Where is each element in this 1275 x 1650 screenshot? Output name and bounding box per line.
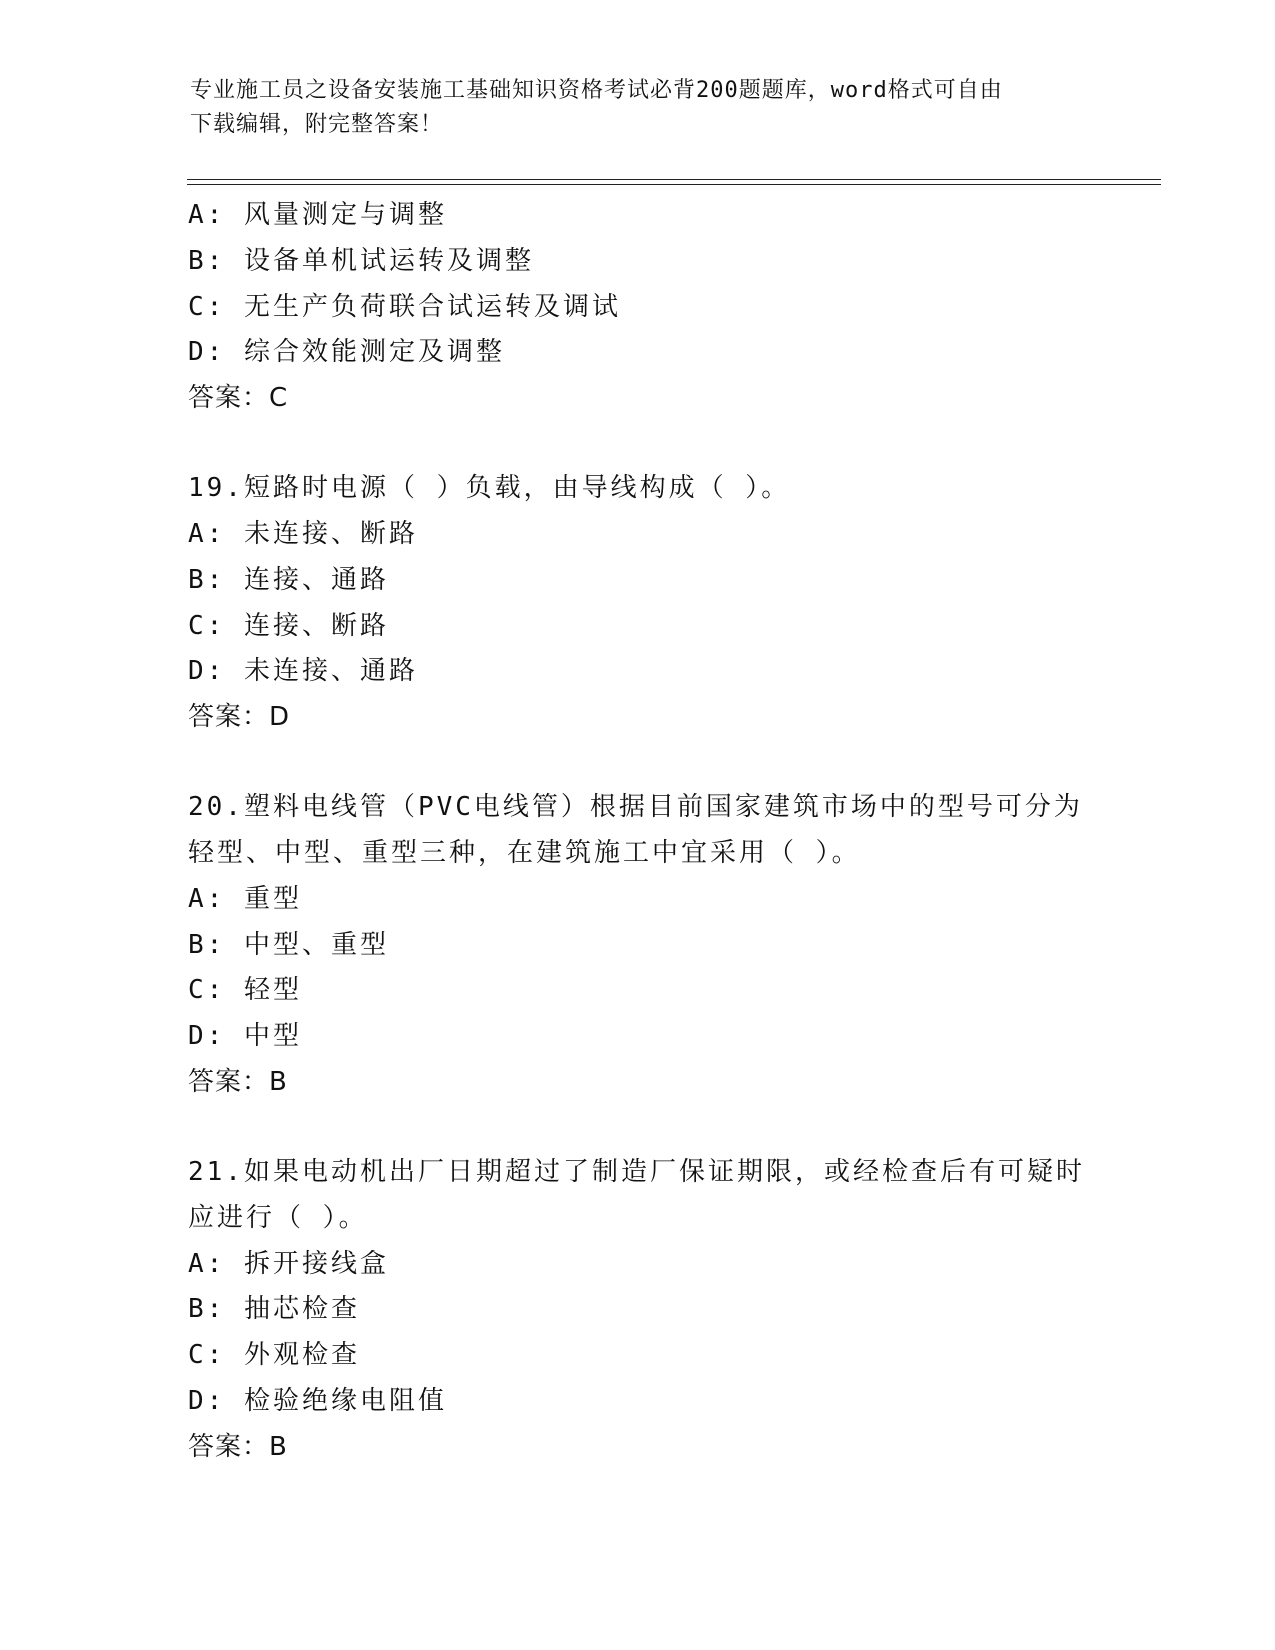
question-block (188, 784, 1108, 1105)
question-text-line-1: 21.如果电动机出厂日期超过了制造厂保证期限，或经检查后有可疑时 (188, 1156, 1085, 1187)
question-block (188, 192, 1108, 421)
option-d: D: 中型 (188, 1021, 302, 1052)
option-a: A: 风量测定与调整 (188, 200, 447, 230)
option-c: C: 外观检查 (188, 1340, 360, 1371)
option-c: C: 连接、断路 (188, 610, 389, 641)
question-text: 19.短路时电源（ ）负载，由导线构成（ ）。 (188, 473, 791, 504)
option-d: D: 未连接、通路 (188, 656, 418, 687)
answer-line: 答案：B (188, 1431, 288, 1462)
answer-line: 答案：D (188, 702, 291, 733)
question-block (188, 1149, 1108, 1470)
block-spacer (188, 1105, 1108, 1149)
option-a: A: 重型 (188, 883, 302, 914)
option-b: B: 设备单机试运转及调整 (188, 245, 534, 276)
question-text-line-2: 轻型、中型、重型三种，在建筑施工中宜采用（ ）。 (188, 837, 861, 868)
question-text-line-2: 应进行（ ）。 (188, 1202, 368, 1233)
option-c: C: 无生产负荷联合试运转及调试 (188, 291, 621, 322)
option-c: C: 轻型 (188, 975, 302, 1006)
block-spacer (188, 740, 1108, 784)
answer-line: 答案：C (188, 383, 289, 414)
question-text-line-1: 20.塑料电线管（PVC电线管）根据目前国家建筑市场中的型号可分为 (188, 792, 1083, 823)
header-line-2: 下载编辑，附完整答案！ (190, 112, 444, 137)
option-a: A: 未连接、断路 (188, 518, 418, 549)
option-b: B: 连接、通路 (188, 564, 389, 595)
option-a: A: 拆开接线盒 (188, 1248, 389, 1279)
header-divider-top (187, 179, 1161, 180)
option-d: D: 综合效能测定及调整 (188, 337, 505, 368)
answer-line: 答案：B (188, 1066, 288, 1097)
header-divider-bottom (187, 184, 1161, 185)
document-header (190, 74, 1090, 142)
question-block (188, 465, 1108, 740)
option-b: B: 中型、重型 (188, 929, 389, 960)
block-spacer (188, 421, 1108, 465)
question-list (188, 192, 1108, 1470)
header-line-1: 专业施工员之设备安装施工基础知识资格考试必背200题题库，word格式可自由 (190, 78, 1003, 103)
option-b: B: 抽芯检查 (188, 1294, 360, 1325)
option-d: D: 检验绝缘电阻值 (188, 1385, 447, 1416)
